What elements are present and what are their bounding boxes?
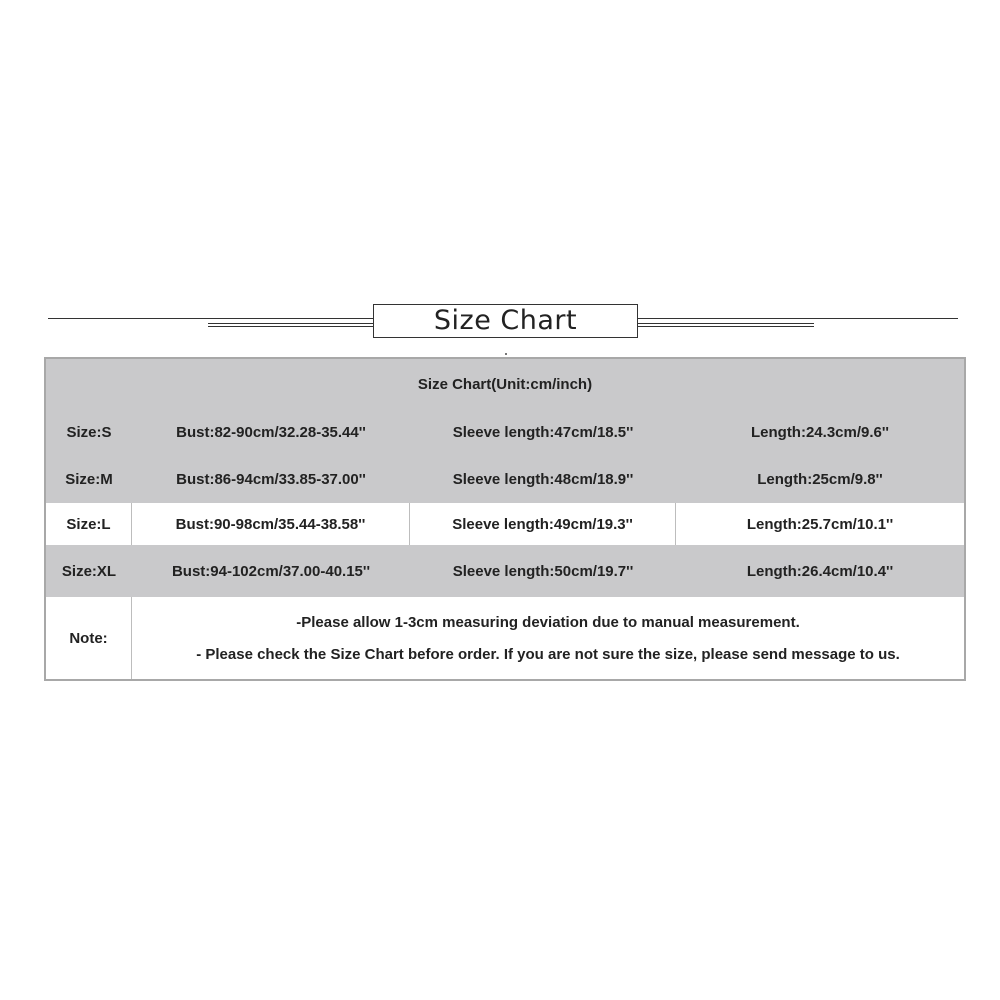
table-row-l bbox=[46, 503, 964, 546]
title-rule-left-inner-2 bbox=[208, 326, 373, 327]
size-cell: Size:M bbox=[65, 470, 113, 488]
length-cell: Length:24.3cm/9.6'' bbox=[750, 423, 889, 441]
title-rule-right bbox=[638, 318, 958, 319]
note-text bbox=[132, 597, 964, 679]
size-cell: Size:XL bbox=[61, 562, 117, 580]
table-row-xl bbox=[46, 545, 964, 597]
length-cell: Length:26.4cm/10.4'' bbox=[746, 562, 894, 580]
bust-cell: Bust:94-102cm/37.00-40.15'' bbox=[171, 562, 371, 580]
title-rule-right-inner bbox=[638, 323, 814, 324]
page-title: Size Chart bbox=[373, 304, 638, 338]
sleeve-cell: Sleeve length:48cm/18.9'' bbox=[452, 470, 634, 488]
note-line-2: - Please check the Size Chart before order. If you are not sure the size, please send message to us. bbox=[196, 645, 900, 663]
note-line-1: -Please allow 1-3cm measuring deviation due to manual measurement. bbox=[296, 613, 800, 631]
size-table bbox=[44, 357, 966, 681]
table-header: Size Chart(Unit:cm/inch) bbox=[417, 375, 593, 393]
size-cell: Size:L bbox=[46, 503, 132, 545]
bust-cell: Bust:82-90cm/32.28-35.44'' bbox=[176, 423, 366, 441]
table-row-m bbox=[46, 455, 964, 503]
bust-cell: Bust:86-94cm/33.85-37.00'' bbox=[176, 470, 366, 488]
note-label: Note: bbox=[46, 597, 132, 679]
length-cell: Length:25cm/9.8'' bbox=[757, 470, 883, 488]
table-row-s bbox=[46, 409, 964, 455]
separator-dot bbox=[505, 353, 507, 355]
sleeve-cell: Sleeve length:50cm/19.7'' bbox=[452, 562, 634, 580]
sleeve-cell: Sleeve length:49cm/19.3'' bbox=[410, 503, 676, 545]
length-cell: Length:25.7cm/10.1'' bbox=[746, 515, 894, 533]
size-cell: Size:S bbox=[66, 423, 112, 441]
title-rule-right-inner-2 bbox=[638, 326, 814, 327]
title-rule-left-inner bbox=[208, 323, 373, 324]
bust-cell: Bust:90-98cm/35.44-38.58'' bbox=[132, 503, 410, 545]
sleeve-cell: Sleeve length:47cm/18.5'' bbox=[452, 423, 634, 441]
table-note-row bbox=[46, 597, 964, 679]
title-rule-left bbox=[48, 318, 373, 319]
table-header-row bbox=[46, 359, 964, 409]
